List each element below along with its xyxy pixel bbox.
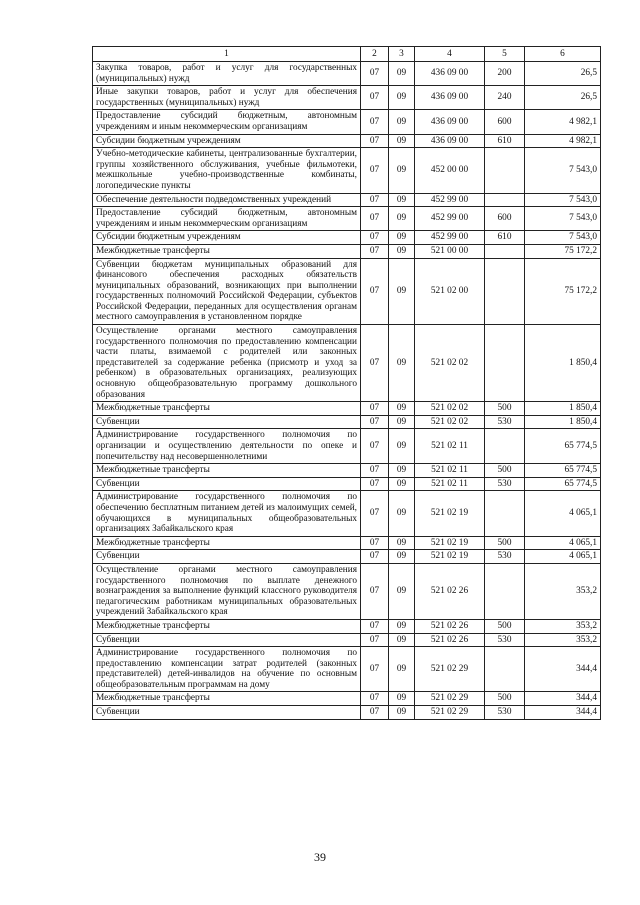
row-name-cell: Межбюджетные трансферты: [93, 402, 361, 416]
expense-type-cell: 500: [485, 402, 525, 416]
expense-type-cell: 240: [485, 86, 525, 110]
amount-cell: 7 543,0: [525, 207, 601, 231]
row-name-cell: Субвенции: [93, 550, 361, 564]
table-body: [93, 62, 601, 720]
row-name-cell: Межбюджетные трансферты: [93, 536, 361, 550]
amount-cell: 7 543,0: [525, 148, 601, 193]
target-article-cell: 521 02 29: [415, 706, 485, 720]
budget-table: [92, 46, 601, 720]
target-article-cell: 436 09 00: [415, 62, 485, 86]
table-row: [93, 62, 601, 86]
row-name-cell: Субвенции: [93, 477, 361, 491]
section-cell: 07: [361, 692, 389, 706]
table-row: [93, 148, 601, 193]
table-row: [93, 258, 601, 325]
amount-cell: 344,4: [525, 647, 601, 692]
table-row: [93, 647, 601, 692]
section-cell: 07: [361, 491, 389, 536]
amount-cell: 344,4: [525, 692, 601, 706]
expense-type-cell: [485, 647, 525, 692]
target-article-cell: 521 02 29: [415, 647, 485, 692]
section-cell: 07: [361, 633, 389, 647]
row-name-cell: Субвенции: [93, 633, 361, 647]
amount-cell: 353,2: [525, 563, 601, 619]
subsection-cell: 09: [389, 402, 415, 416]
target-article-cell: 521 02 26: [415, 633, 485, 647]
amount-cell: 65 774,5: [525, 477, 601, 491]
subsection-cell: 09: [389, 193, 415, 207]
expense-type-cell: [485, 148, 525, 193]
target-article-cell: 521 02 00: [415, 258, 485, 325]
subsection-cell: 09: [389, 464, 415, 478]
target-article-cell: 521 02 19: [415, 491, 485, 536]
amount-cell: 4 982,1: [525, 134, 601, 148]
subsection-cell: 09: [389, 258, 415, 325]
expense-type-cell: [485, 193, 525, 207]
expense-type-cell: 530: [485, 706, 525, 720]
subsection-cell: 09: [389, 563, 415, 619]
table-row: [93, 402, 601, 416]
expense-type-cell: 530: [485, 550, 525, 564]
table-row: [93, 429, 601, 464]
target-article-cell: 452 99 00: [415, 231, 485, 245]
row-name-cell: Обеспечение деятельности подведомственных учреждений: [93, 193, 361, 207]
amount-cell: 4 065,1: [525, 491, 601, 536]
page-number: 39: [314, 850, 326, 864]
target-article-cell: 436 09 00: [415, 134, 485, 148]
subsection-cell: 09: [389, 633, 415, 647]
amount-cell: 4 982,1: [525, 110, 601, 134]
target-article-cell: 452 99 00: [415, 193, 485, 207]
amount-cell: 7 543,0: [525, 193, 601, 207]
table-row: [93, 134, 601, 148]
expense-type-cell: 530: [485, 633, 525, 647]
expense-type-cell: [485, 258, 525, 325]
expense-type-cell: [485, 491, 525, 536]
amount-cell: 344,4: [525, 706, 601, 720]
header-cell: 4: [415, 47, 485, 62]
expense-type-cell: 500: [485, 464, 525, 478]
target-article-cell: 436 09 00: [415, 86, 485, 110]
target-article-cell: 521 00 00: [415, 244, 485, 258]
section-cell: 07: [361, 193, 389, 207]
header-cell: 1: [93, 47, 361, 62]
row-name-cell: Учебно-методические кабинеты, централизованные бухгалтерии, группы хозяйственного обслуживания, учебные фильмотеки, межшкольные учебно-производственные комбинаты, логопедические пункты: [93, 148, 361, 193]
expense-type-cell: 530: [485, 415, 525, 429]
row-name-cell: Межбюджетные трансферты: [93, 464, 361, 478]
expense-type-cell: [485, 325, 525, 402]
table-row: [93, 692, 601, 706]
target-article-cell: 521 02 29: [415, 692, 485, 706]
amount-cell: 353,2: [525, 633, 601, 647]
table-row: [93, 563, 601, 619]
section-cell: 07: [361, 325, 389, 402]
subsection-cell: 09: [389, 244, 415, 258]
section-cell: 07: [361, 563, 389, 619]
section-cell: 07: [361, 536, 389, 550]
subsection-cell: 09: [389, 62, 415, 86]
table-row: [93, 110, 601, 134]
expense-type-cell: [485, 429, 525, 464]
row-name-cell: Осуществление органами местного самоуправления государственного полномочия по выплате денежного вознаграждения за выполнение функций классного руководителя педагогическим работникам муниципальных образовательных учреждений Забайкальского края: [93, 563, 361, 619]
expense-type-cell: 610: [485, 134, 525, 148]
table-row: [93, 207, 601, 231]
subsection-cell: 09: [389, 429, 415, 464]
header-cell: 3: [389, 47, 415, 62]
section-cell: 07: [361, 110, 389, 134]
table-row: [93, 415, 601, 429]
row-name-cell: Администрирование государственного полномочия по предоставлению компенсации затрат родителей (законных представителей) детей-инвалидов на обучение по основным общеобразовательным программам на дому: [93, 647, 361, 692]
header-row: [93, 47, 601, 62]
expense-type-cell: [485, 244, 525, 258]
target-article-cell: 521 02 02: [415, 402, 485, 416]
subsection-cell: 09: [389, 207, 415, 231]
target-article-cell: 521 02 19: [415, 536, 485, 550]
section-cell: 07: [361, 134, 389, 148]
subsection-cell: 09: [389, 110, 415, 134]
row-name-cell: Межбюджетные трансферты: [93, 244, 361, 258]
expense-type-cell: 610: [485, 231, 525, 245]
expense-type-cell: 200: [485, 62, 525, 86]
section-cell: 07: [361, 619, 389, 633]
subsection-cell: 09: [389, 325, 415, 402]
row-name-cell: Субвенции: [93, 706, 361, 720]
amount-cell: 1 850,4: [525, 325, 601, 402]
table-row: [93, 325, 601, 402]
table-row: [93, 477, 601, 491]
subsection-cell: 09: [389, 536, 415, 550]
subsection-cell: 09: [389, 692, 415, 706]
section-cell: 07: [361, 62, 389, 86]
row-name-cell: Субсидии бюджетным учреждениям: [93, 134, 361, 148]
table-row: [93, 231, 601, 245]
expense-type-cell: 500: [485, 536, 525, 550]
table-row: [93, 193, 601, 207]
expense-type-cell: 530: [485, 477, 525, 491]
section-cell: 07: [361, 464, 389, 478]
row-name-cell: Предоставление субсидий бюджетным, автономным учреждениям и иным некоммерческим организациям: [93, 207, 361, 231]
target-article-cell: 521 02 11: [415, 464, 485, 478]
row-name-cell: Межбюджетные трансферты: [93, 692, 361, 706]
table-row: [93, 244, 601, 258]
target-article-cell: 521 02 19: [415, 550, 485, 564]
target-article-cell: 521 02 26: [415, 619, 485, 633]
subsection-cell: 09: [389, 491, 415, 536]
expense-type-cell: 500: [485, 692, 525, 706]
table-row: [93, 550, 601, 564]
section-cell: 07: [361, 477, 389, 491]
row-name-cell: Субсидии бюджетным учреждениям: [93, 231, 361, 245]
expense-type-cell: [485, 563, 525, 619]
amount-cell: 4 065,1: [525, 536, 601, 550]
header-cell: 2: [361, 47, 389, 62]
subsection-cell: 09: [389, 706, 415, 720]
header-cell: 6: [525, 47, 601, 62]
row-name-cell: Администрирование государственного полномочия по организации и осуществлению деятельности по опеке и попечительству над несовершеннолетними: [93, 429, 361, 464]
section-cell: 07: [361, 550, 389, 564]
amount-cell: 75 172,2: [525, 244, 601, 258]
section-cell: 07: [361, 647, 389, 692]
table-row: [93, 706, 601, 720]
expense-type-cell: 600: [485, 110, 525, 134]
subsection-cell: 09: [389, 415, 415, 429]
section-cell: 07: [361, 429, 389, 464]
amount-cell: 26,5: [525, 86, 601, 110]
section-cell: 07: [361, 148, 389, 193]
target-article-cell: 521 02 02: [415, 325, 485, 402]
amount-cell: 1 850,4: [525, 402, 601, 416]
section-cell: 07: [361, 258, 389, 325]
subsection-cell: 09: [389, 231, 415, 245]
target-article-cell: 452 99 00: [415, 207, 485, 231]
row-name-cell: Субвенции бюджетам муниципальных образований для финансового обеспечения расходных обязательств муниципальных образований, возникающих при выполнении государственных полномочий Российской Федерации, субъектов Российской Федерации, переданных для осуществления органам местного самоуправления в установленном порядке: [93, 258, 361, 325]
amount-cell: 7 543,0: [525, 231, 601, 245]
section-cell: 07: [361, 231, 389, 245]
section-cell: 07: [361, 86, 389, 110]
row-name-cell: Субвенции: [93, 415, 361, 429]
table-row: [93, 633, 601, 647]
target-article-cell: 436 09 00: [415, 110, 485, 134]
subsection-cell: 09: [389, 134, 415, 148]
header-cell: 5: [485, 47, 525, 62]
section-cell: 07: [361, 415, 389, 429]
row-name-cell: Иные закупки товаров, работ и услуг для обеспечения государственных (муниципальных) нужд: [93, 86, 361, 110]
subsection-cell: 09: [389, 86, 415, 110]
table-row: [93, 619, 601, 633]
subsection-cell: 09: [389, 550, 415, 564]
subsection-cell: 09: [389, 148, 415, 193]
section-cell: 07: [361, 244, 389, 258]
target-article-cell: 521 02 02: [415, 415, 485, 429]
amount-cell: 75 172,2: [525, 258, 601, 325]
target-article-cell: 521 02 26: [415, 563, 485, 619]
section-cell: 07: [361, 706, 389, 720]
amount-cell: 65 774,5: [525, 429, 601, 464]
table-header: [93, 47, 601, 62]
expense-type-cell: 600: [485, 207, 525, 231]
subsection-cell: 09: [389, 477, 415, 491]
amount-cell: 4 065,1: [525, 550, 601, 564]
amount-cell: 353,2: [525, 619, 601, 633]
amount-cell: 65 774,5: [525, 464, 601, 478]
table-row: [93, 536, 601, 550]
row-name-cell: Межбюджетные трансферты: [93, 619, 361, 633]
target-article-cell: 521 02 11: [415, 477, 485, 491]
section-cell: 07: [361, 207, 389, 231]
row-name-cell: Закупка товаров, работ и услуг для государственных (муниципальных) нужд: [93, 62, 361, 86]
expense-type-cell: 500: [485, 619, 525, 633]
row-name-cell: Осуществление органами местного самоуправления государственного полномочия по предоставлению компенсации части платы, взимаемой с родителей или законных представителей за содержание ребенка (присмотр и уход за ребенком) в образовательных организациях, реализующих основную общеобразовательную программу дошкольного образования: [93, 325, 361, 402]
amount-cell: 26,5: [525, 62, 601, 86]
table-row: [93, 464, 601, 478]
table-row: [93, 86, 601, 110]
subsection-cell: 09: [389, 619, 415, 633]
row-name-cell: Администрирование государственного полномочия по обеспечению бесплатным питанием детей из малоимущих семей, обучающихся в муниципальных общеобразовательных организациях Забайкальского края: [93, 491, 361, 536]
target-article-cell: 452 00 00: [415, 148, 485, 193]
subsection-cell: 09: [389, 647, 415, 692]
target-article-cell: 521 02 11: [415, 429, 485, 464]
row-name-cell: Предоставление субсидий бюджетным, автономным учреждениям и иным некоммерческим организациям: [93, 110, 361, 134]
table-row: [93, 491, 601, 536]
section-cell: 07: [361, 402, 389, 416]
amount-cell: 1 850,4: [525, 415, 601, 429]
